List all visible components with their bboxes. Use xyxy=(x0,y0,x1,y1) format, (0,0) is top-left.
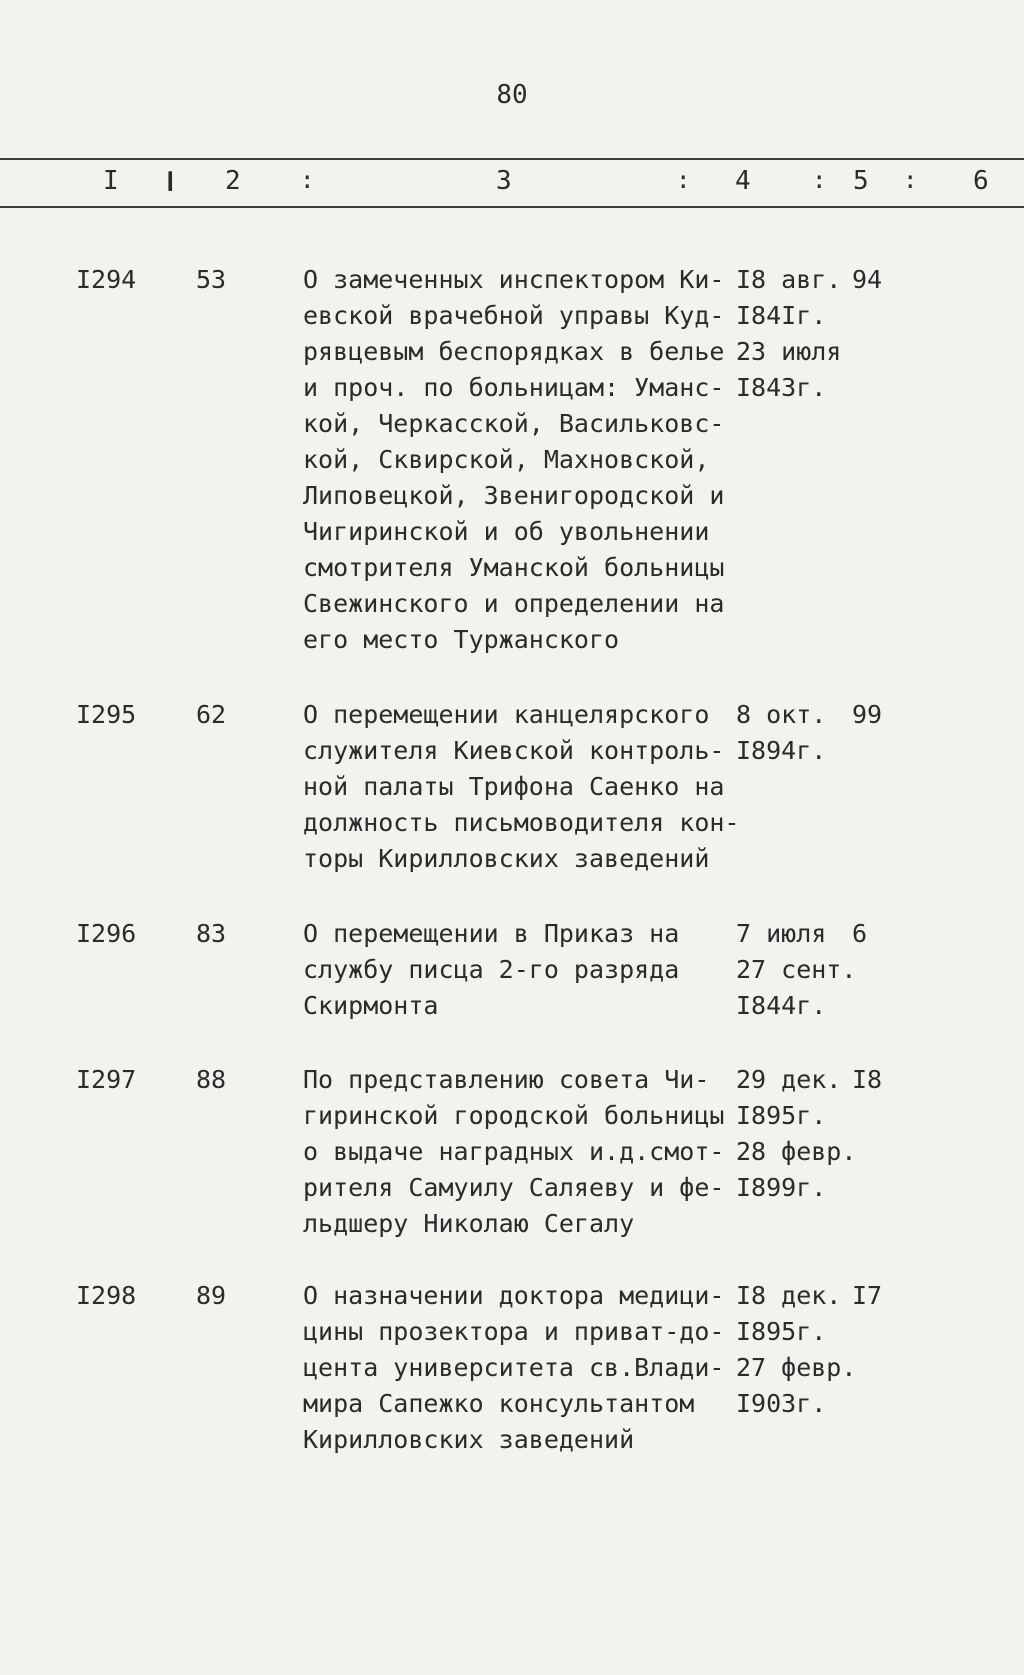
date-line: I8 дек. xyxy=(736,1281,842,1310)
entry-title xyxy=(303,1062,733,1242)
title-line: цины прозектора и приват-до- xyxy=(303,1317,725,1346)
header-rule-bottom xyxy=(0,206,1024,208)
date-line: I8 авг. xyxy=(736,265,842,294)
date-line: 28 февр. xyxy=(736,1137,857,1166)
date-line: I895г. xyxy=(736,1317,827,1346)
title-line: Скирмонта xyxy=(303,991,439,1020)
header-col-1: I xyxy=(103,166,119,196)
date-line: 23 июля xyxy=(736,337,842,366)
date-line: I843г. xyxy=(736,373,827,402)
file-number: 53 xyxy=(196,265,227,294)
header-col-2: 2 xyxy=(225,166,241,196)
date-line: 27 сент. xyxy=(736,955,857,984)
date-line: I903г. xyxy=(736,1389,827,1418)
file-number: 88 xyxy=(196,1065,227,1094)
entry-number: I295 xyxy=(76,700,137,729)
title-line: О замеченных инспектором Ки- xyxy=(303,265,725,294)
entry-number: I296 xyxy=(76,919,137,948)
title-line: Чигиринской и об увольнении xyxy=(303,517,710,546)
title-line: льдшеру Николаю Сегалу xyxy=(303,1209,635,1238)
sheet-count: 6 xyxy=(852,919,868,948)
entry-dates xyxy=(736,916,856,1024)
title-line: По представлению совета Чи- xyxy=(303,1065,710,1094)
entry-dates xyxy=(736,1278,856,1422)
entry-title xyxy=(303,916,733,1024)
date-line: I84Iг. xyxy=(736,301,827,330)
title-line: гиринской городской больницы xyxy=(303,1101,725,1130)
entry-title xyxy=(303,697,740,877)
title-line: цента университета св.Влади- xyxy=(303,1353,725,1382)
file-number: 62 xyxy=(196,700,227,729)
title-line: рителя Самуилу Саляеву и фе- xyxy=(303,1173,725,1202)
title-line: ной палаты Трифона Саенко на xyxy=(303,772,725,801)
title-line: мира Сапежко консультантом xyxy=(303,1389,695,1418)
date-line: I844г. xyxy=(736,991,827,1020)
entry-number: I297 xyxy=(76,1065,137,1094)
header-col-3: 3 xyxy=(496,166,512,196)
entry-dates xyxy=(736,697,826,769)
sheet-count: I8 xyxy=(852,1065,883,1094)
title-line: О перемещении канцелярского xyxy=(303,700,710,729)
header-col-6: 6 xyxy=(973,166,989,196)
entry-dates xyxy=(736,1062,856,1206)
title-line: рявцевым беспорядках в белье xyxy=(303,337,725,366)
date-line: I895г. xyxy=(736,1101,827,1130)
title-line: О назначении доктора медици- xyxy=(303,1281,725,1310)
title-line: и проч. по больницам: Уманс- xyxy=(303,373,725,402)
entry-dates xyxy=(736,262,841,406)
date-line: I894г. xyxy=(736,736,827,765)
header-separator: : xyxy=(903,166,918,194)
entry-title xyxy=(303,1278,733,1458)
title-line: должность письмоводителя кон- xyxy=(303,808,740,837)
page-number: 80 xyxy=(496,80,528,110)
title-line: кой, Черкасской, Васильковс- xyxy=(303,409,725,438)
entry-title xyxy=(303,262,733,658)
title-line: Свежинского и определении на xyxy=(303,589,725,618)
header-separator: ❙ xyxy=(163,166,178,194)
header-col-5: 5 xyxy=(853,166,869,196)
title-line: служителя Киевской контроль- xyxy=(303,736,725,765)
title-line: торы Кирилловских заведений xyxy=(303,844,710,873)
header-separator: : xyxy=(300,166,315,194)
date-line: 7 июля xyxy=(736,919,827,948)
title-line: евской врачебной управы Куд- xyxy=(303,301,725,330)
title-line: кой, Сквирской, Махновской, xyxy=(303,445,710,474)
file-number: 89 xyxy=(196,1281,227,1310)
title-line: О перемещении в Приказ на xyxy=(303,919,680,948)
sheet-count: 99 xyxy=(852,700,883,729)
date-line: 27 февр. xyxy=(736,1353,857,1382)
title-line: службу писца 2-го разряда xyxy=(303,955,680,984)
file-number: 83 xyxy=(196,919,227,948)
sheet-count: I7 xyxy=(852,1281,883,1310)
header-separator: : xyxy=(676,166,691,194)
date-line: 29 дек. xyxy=(736,1065,842,1094)
title-line: смотрителя Уманской больницы xyxy=(303,553,725,582)
date-line: 8 окт. xyxy=(736,700,827,729)
header-rule-top xyxy=(0,158,1024,160)
title-line: его место Туржанского xyxy=(303,625,620,654)
title-line: о выдаче наградных и.д.смот- xyxy=(303,1137,725,1166)
entry-number: I294 xyxy=(76,265,137,294)
header-separator: : xyxy=(812,166,827,194)
title-line: Кирилловских заведений xyxy=(303,1425,635,1454)
header-col-4: 4 xyxy=(735,166,751,196)
entry-number: I298 xyxy=(76,1281,137,1310)
title-line: Липовецкой, Звенигородской и xyxy=(303,481,725,510)
date-line: I899г. xyxy=(736,1173,827,1202)
sheet-count: 94 xyxy=(852,265,883,294)
